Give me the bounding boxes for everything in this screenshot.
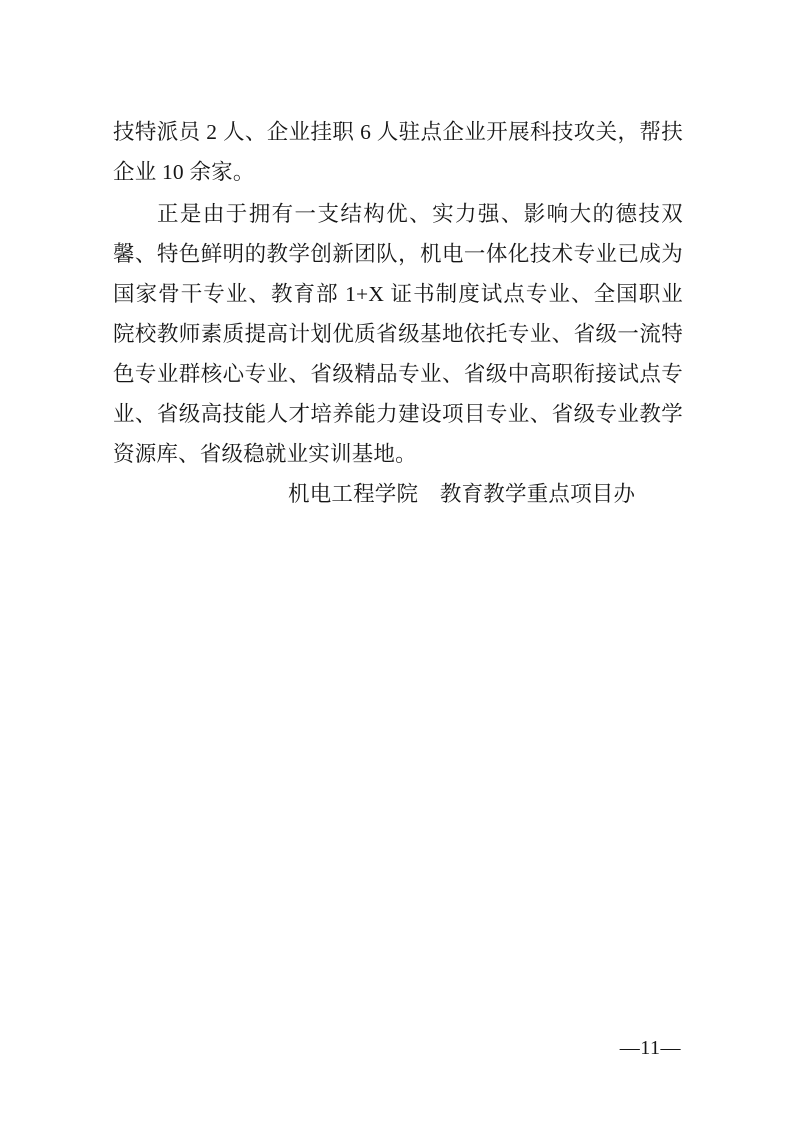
document-signature: 机电工程学院 教育教学重点项目办 xyxy=(288,482,636,506)
paragraph-achievements: 正是由于拥有一支结构优、实力强、影响大的德技双馨、特色鲜明的教学创新团队，机电一体化技术专业已成为国家骨干专业、教育部 1+X 证书制度试点专业、全国职业院校教师素质提高计划优质省级基地依托专业、省级一流特色专业群核心专业、省级精品专业、省级中高职衔接试点专业、省级高技能人才培养能力建设项目专业、省级专业教学资源库、省级稳就业实训基地。 xyxy=(113,202,683,466)
paragraph-continued: 技特派员 2 人、企业挂职 6 人驻点企业开展科技攻关，帮扶企业 10 余家。 xyxy=(113,120,683,184)
page-number: —11— xyxy=(619,1037,681,1059)
document-body xyxy=(113,112,683,514)
